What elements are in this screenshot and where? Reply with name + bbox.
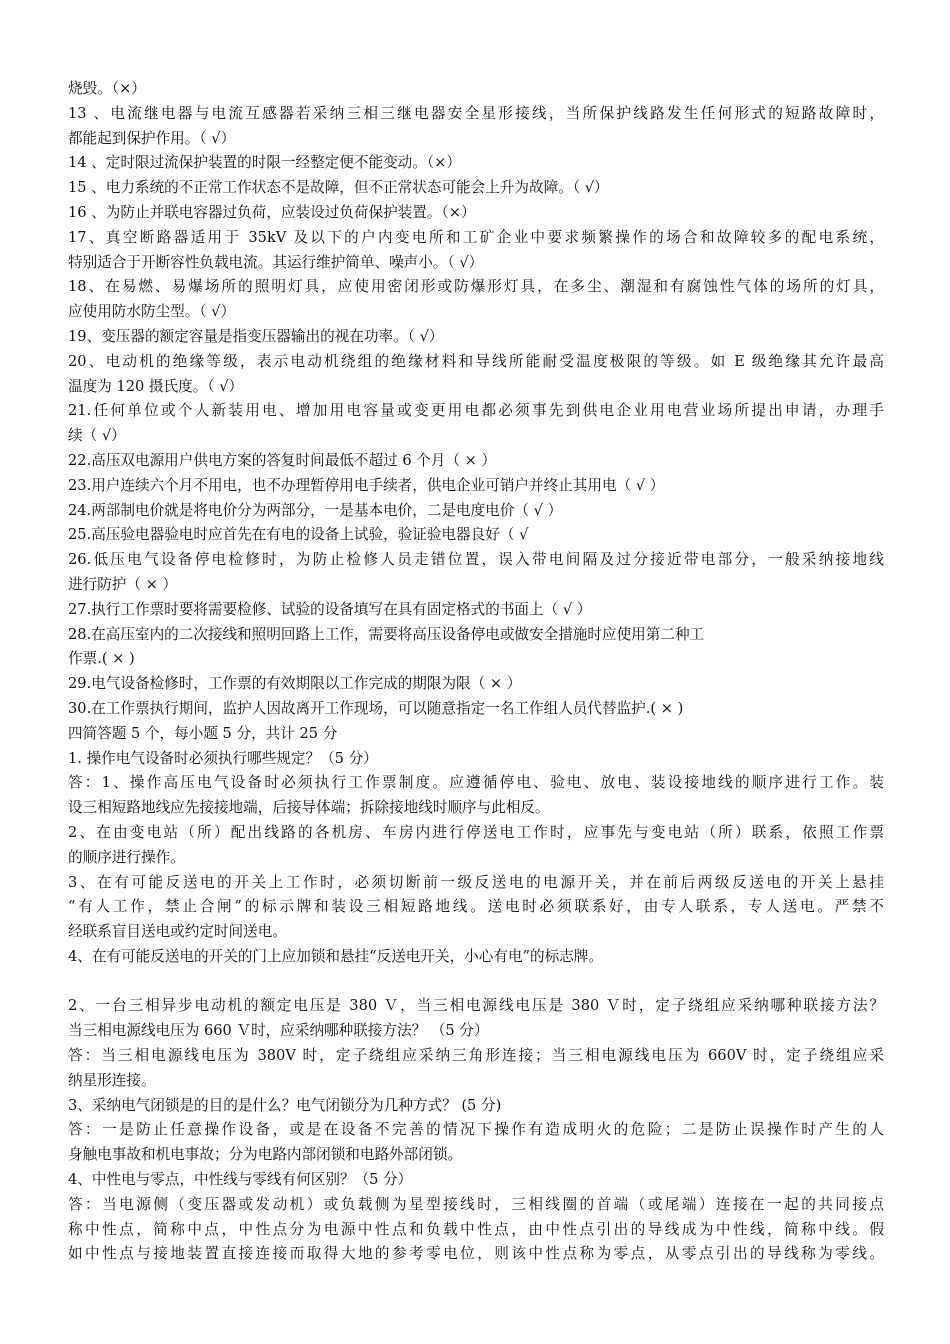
answer-line: 的顺序进行操作。 <box>68 848 185 866</box>
text-line: 都能起到保护作用。（ √） <box>68 129 236 147</box>
text-line: 续（ √） <box>68 427 126 445</box>
question-line: 3、采纳电气闭锁是的目的是什么？电气闭锁分为几种方式？ (5 分) <box>68 1096 502 1114</box>
answer-line: 如中性点与接地装置直接连接而取得大地的参考零电位，则该中性点称为零点，从零点引出的导线称为零线。 <box>68 1245 884 1263</box>
document-page <box>68 77 884 1267</box>
text-line: 24.两部制电价就是将电价分为两部分，一是基本电价，二是电度电价（ √ ） <box>68 501 563 519</box>
text-line: 19、变压器的额定容量是指变压器输出的视在功率。（ √） <box>68 327 444 345</box>
question-line: 4、中性电与零点，中性线与零线有何区别？（5 分） <box>68 1171 413 1189</box>
text-line: 23.用户连续六个月不用电，也不办理暂停用电手续者，供电企业可销户并终止其用电（ √ ） <box>68 476 665 494</box>
text-line: 特别适合于开断容性负载电流。其运行维护简单、噪声小。（ √） <box>68 253 484 271</box>
question-line: 1. 操作电气设备时必须执行哪些规定？（5 分） <box>68 749 378 767</box>
text-line: 17、真空断路器适用于 35kV 及以下的户内变电所和工矿企业中要求频繁操作的场合和故障较多的配电系统， <box>68 228 884 246</box>
text-line: 26.低压电气设备停电检修时，为防止检修人员走错位置，误入带电间隔及过分接近带电部分，一般采纳接地线 <box>68 551 884 569</box>
answer-line: 答：一是防止任意操作设备，或是在设备不完善的情况下操作有造成明火的危险；二是防止误操作时产生的人 <box>68 1121 884 1139</box>
text-line: 14 、定时限过流保护装置的时限一经整定便不能变动。（×） <box>68 154 461 172</box>
text-line: 作票.( × ) <box>68 650 135 668</box>
section-heading: 四简答题 5 个，每小题 5 分，共计 25 分 <box>68 724 338 742</box>
text-line: 15 、电力系统的不正常工作状态不是故障，但不正常状态可能会上升为故障。（ √） <box>68 179 609 197</box>
text-line: 烧毁。（×） <box>68 80 146 97</box>
text-line: 16 、为防止并联电容器过负荷，应装设过负荷保护装置。（×） <box>68 203 476 221</box>
text-line: 20、电动机的绝缘等级，表示电动机绕组的绝缘材料和导线所能耐受温度极限的等级。如 E 级绝缘其允许最高 <box>68 352 884 370</box>
text-line: 25.高压验电器验电时应首先在有电的设备上试验，验证验电器良好（ √ <box>68 526 529 544</box>
answer-line: 纳星形连接。 <box>68 1071 156 1089</box>
answer-line: 3、在有可能反送电的开关上工作时，必须切断前一级反送电的电源开关，并在前后两级反送电的开关上悬挂 <box>68 873 884 891</box>
answer-line: 答：当电源侧（变压器或发动机）或负载侧为星型接线时，三相线圈的首端（或尾端）连接在一起的共同接点 <box>68 1195 884 1213</box>
text-line: 27.执行工作票时要将需要检修、试验的设备填写在具有固定格式的书面上（ √ ） <box>68 600 592 618</box>
question-line: 当三相电源线电压为 660 Ｖ时，应采纳哪种联接方法？ （5 分） <box>68 1022 489 1040</box>
blank-line <box>68 970 884 995</box>
answer-line: 答：当三相电源线电压为 380V 时，定子绕组应采纳三角形连接；当三相电源线电压为 660V 时，定子绕组应采 <box>68 1047 884 1065</box>
text-line: 进行防护（ × ） <box>68 575 178 593</box>
answer-line: 答：1、操作高压电气设备时必须执行工作票制度。应遵循停电、验电、放电、装设接地线的顺序进行工作。装 <box>68 774 884 792</box>
text-line: 21.任何单位或个人新装用电、增加用电容量或变更用电都必须事先到供电企业用电营业场所提出申请，办理手 <box>68 402 884 420</box>
answer-line: 4、在有可能反送电的开关的门上应加锁和悬挂“反送电开关，小心有电”的标志牌。 <box>68 947 603 965</box>
text-line: 30.在工作票执行期间，监护人因故离开工作现场，可以随意指定一名工作组人员代替监护.( × ) <box>68 699 684 717</box>
text-line: 22.高压双电源用户供电方案的答复时间最低不超过 6 个月（ × ） <box>68 451 497 469</box>
text-line: 18、在易燃、易爆场所的照明灯具，应使用密闭形或防爆形灯具，在多尘、潮湿和有腐蚀性气体的场所的灯具， <box>68 278 884 296</box>
text-line: 13 、电流继电器与电流互感器若采纳三相三继电器安全星形接线，当所保护线路发生任何形式的短路故障时， <box>68 104 884 122</box>
answer-line: “有人工作，禁止合闸”的标示牌和装设三相短路地线。送电时必须联系好，由专人联系，专人送电。严禁不 <box>68 898 884 916</box>
question-line: 2、一台三相异步电动机的额定电压是 380 Ｖ，当三相电源线电压是 380 Ｖ时，定子绕组应采纳哪种联接方法？ <box>68 997 884 1015</box>
text-line: 温度为 120 摄氏度。（ √） <box>68 377 244 395</box>
answer-line: 称中性点，简称中点，中性点分为电源中性点和负载中性点，由中性点引出的导线成为中性线，简称中线。假 <box>68 1220 884 1238</box>
answer-line: 2、在由变电站（所）配出线路的各机房、车房内进行停送电工作时，应事先与变电站（所）联系，依照工作票 <box>68 823 884 841</box>
text-line: 应使用防水防尘型。（ √） <box>68 303 236 321</box>
answer-line: 身触电事故和机电事故；分为电路内部闭锁和电路外部闭锁。 <box>68 1146 463 1164</box>
text-line: 29.电气设备检修时，工作票的有效期限以工作完成的期限为限（ × ） <box>68 675 522 693</box>
answer-line: 设三相短路地线应先接接地端，后接导体端；拆除接地线时顺序与此相反。 <box>68 799 550 817</box>
answer-line: 经联系盲目送电或约定时间送电。 <box>68 923 287 941</box>
text-line: 28.在高压室内的二次接线和照明回路上工作，需要将高压设备停电或做安全措施时应使用第二种工 <box>68 625 705 643</box>
